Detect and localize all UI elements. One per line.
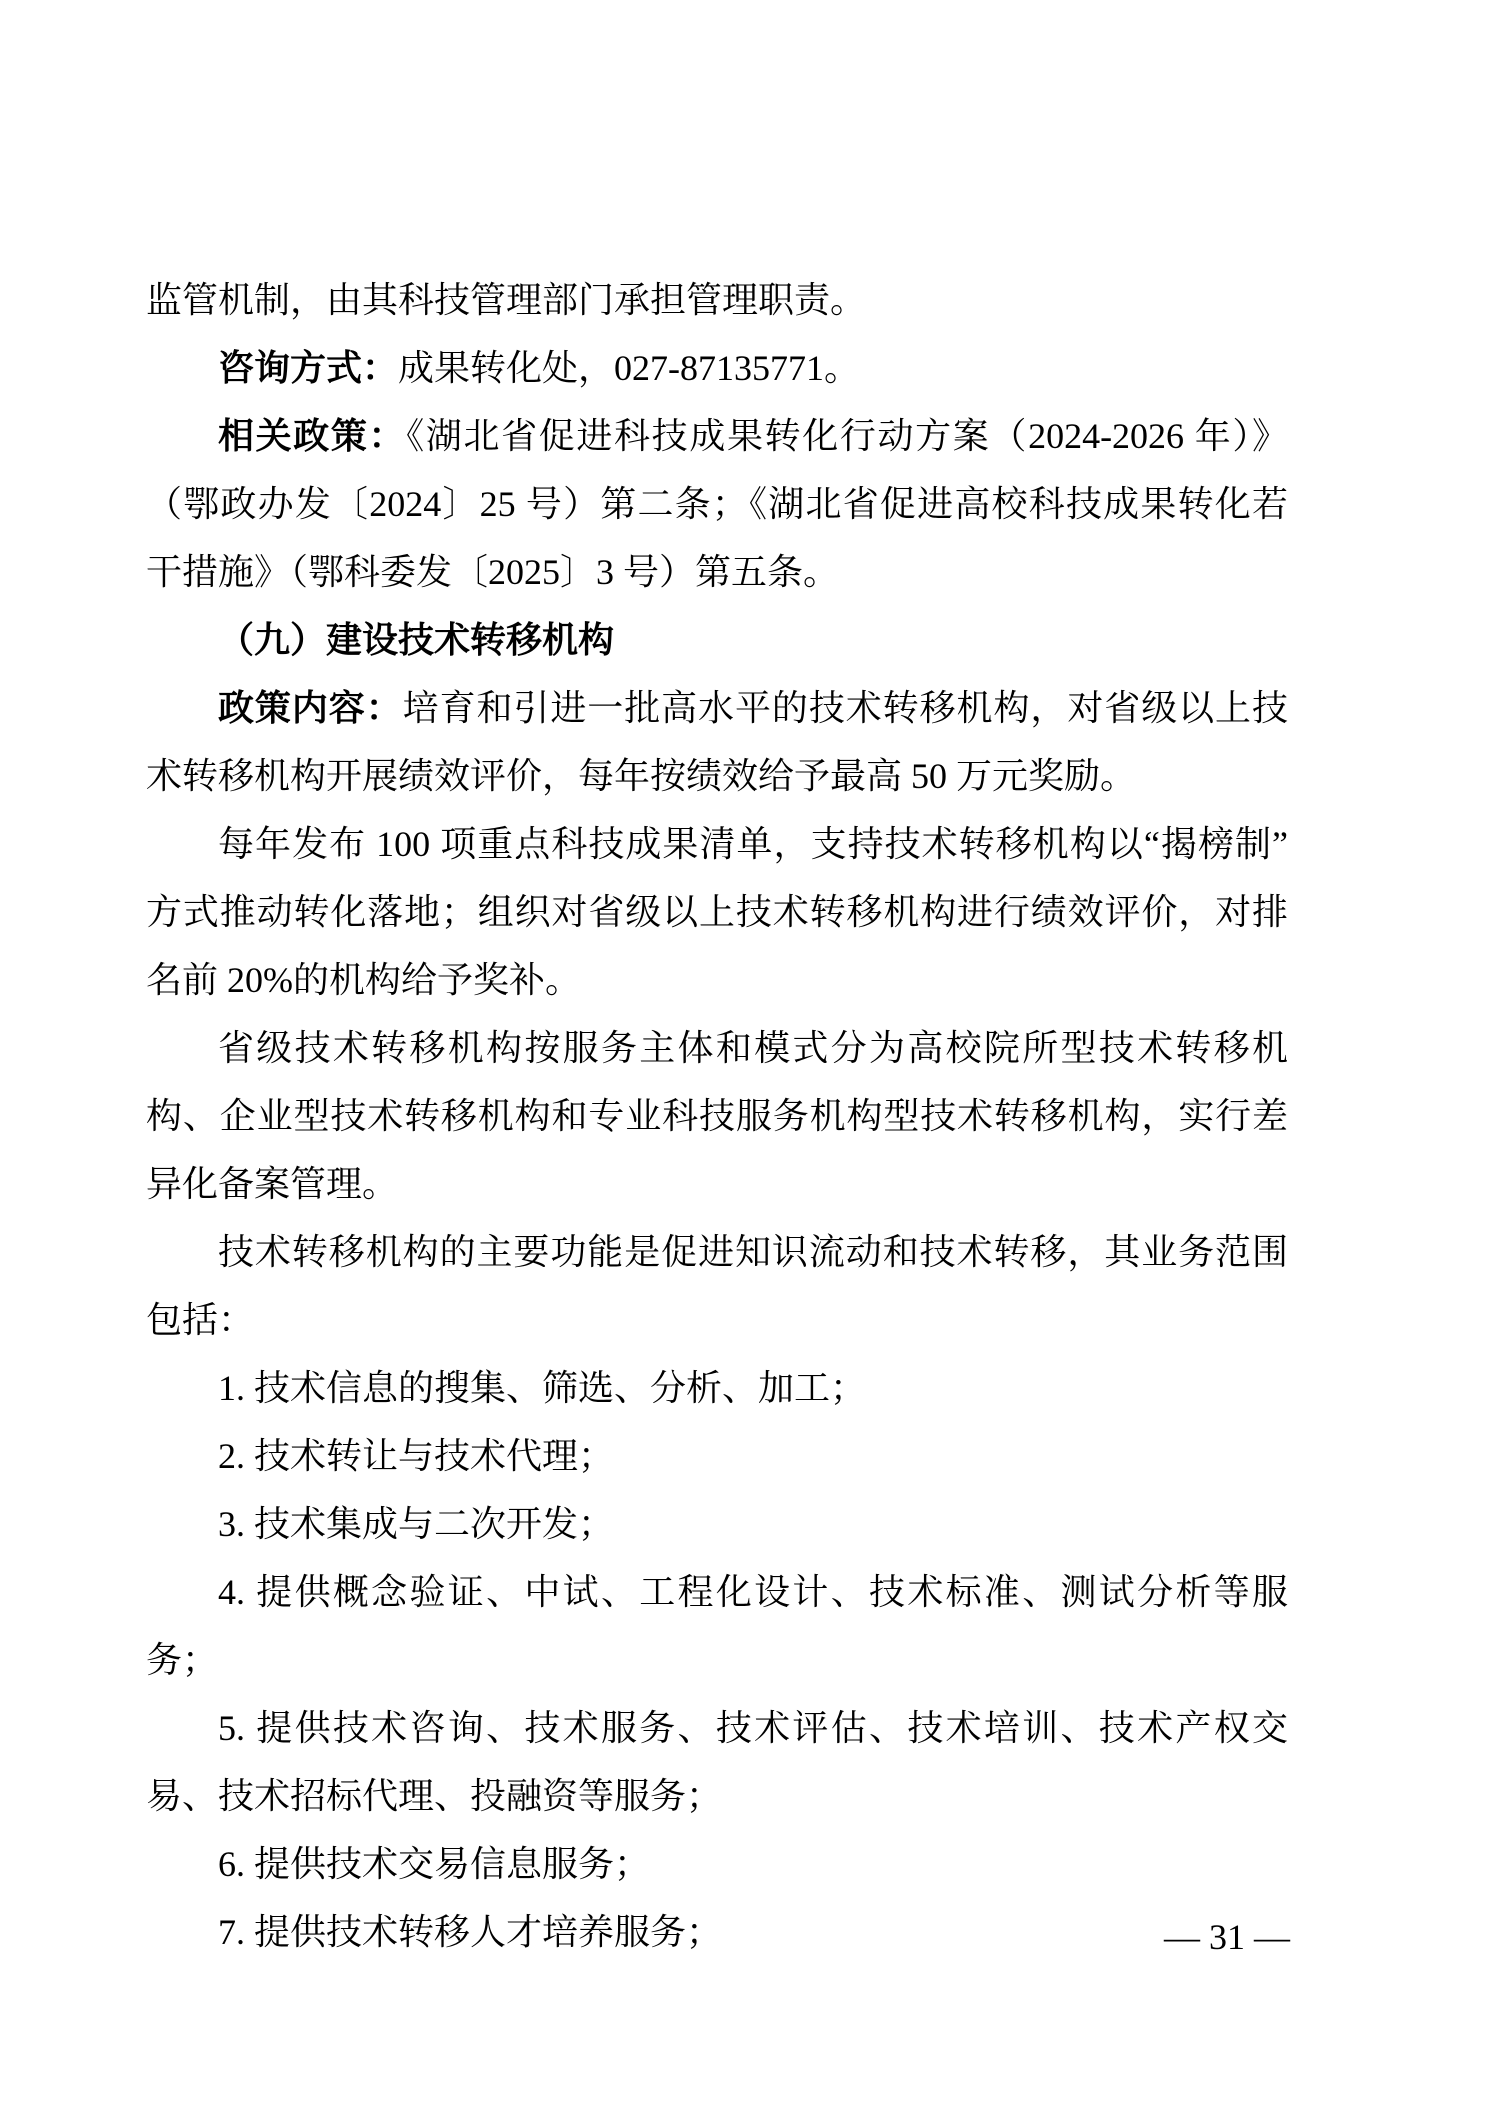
paragraph-text: 3. 技术集成与二次开发； [218, 1504, 615, 1544]
paragraph-text: 成果转化处，027-87135771。 [398, 348, 861, 388]
paragraph-text: 4. 提供概念验证、中试、工程化设计、技术标准、测试分析等服务； [146, 1572, 1288, 1680]
paragraph-text: 6. 提供技术交易信息服务； [218, 1844, 651, 1884]
paragraph [146, 1898, 1288, 1966]
section-heading [146, 606, 1288, 674]
paragraph [146, 674, 1288, 810]
paragraph-text: 技术转移机构的主要功能是促进知识流动和技术转移，其业务范围包括： [146, 1232, 1288, 1340]
paragraph-text: 2. 技术转让与技术代理； [218, 1436, 615, 1476]
page-number: — 31 — [1164, 1917, 1290, 1957]
paragraph [146, 1354, 1288, 1422]
paragraph-text: 监管机制，由其科技管理部门承担管理职责。 [146, 280, 867, 320]
paragraph-text: 《湖北省促进科技成果转化行动方案（2024-2026 年）》（鄂政办发〔2024〕25 号）第二条；《湖北省促进高校科技成果转化若干措施》（鄂科委发〔2025〕3 号）第五条。 [146, 416, 1288, 592]
paragraph [146, 402, 1288, 606]
paragraph [146, 334, 1288, 402]
paragraph-text: 7. 提供技术转移人才培养服务； [218, 1912, 723, 1952]
paragraph-text: 培育和引进一批高水平的技术转移机构，对省级以上技术转移机构开展绩效评价，每年按绩效给予最高 50 万元奖励。 [146, 688, 1288, 796]
paragraph-text: 每年发布 100 项重点科技成果清单，支持技术转移机构以“揭榜制”方式推动转化落地；组织对省级以上技术转移机构进行绩效评价，对排名前 20%的机构给予奖补。 [146, 824, 1288, 1000]
paragraph-label: 相关政策： [218, 416, 407, 456]
paragraph [146, 810, 1288, 1014]
paragraph-text: 省级技术转移机构按服务主体和模式分为高校院所型技术转移机构、企业型技术转移机构和专业科技服务机构型技术转移机构，实行差异化备案管理。 [146, 1028, 1288, 1204]
paragraph-text: 1. 技术信息的搜集、筛选、分析、加工； [218, 1368, 867, 1408]
paragraph [146, 1558, 1288, 1694]
paragraph [146, 1014, 1288, 1218]
paragraph [146, 1694, 1288, 1830]
paragraph [146, 1218, 1288, 1354]
paragraph [146, 1830, 1288, 1898]
paragraph-text: 5. 提供技术咨询、技术服务、技术评估、技术培训、技术产权交易、技术招标代理、投融资等服务； [146, 1708, 1288, 1816]
paragraph-text: （九）建设技术转移机构 [218, 620, 615, 660]
paragraph [146, 1490, 1288, 1558]
paragraph-label: 咨询方式： [218, 348, 399, 388]
paragraph [146, 266, 1288, 334]
document-body [146, 266, 1288, 1966]
paragraph [146, 1422, 1288, 1490]
paragraph-label: 政策内容： [218, 688, 403, 728]
